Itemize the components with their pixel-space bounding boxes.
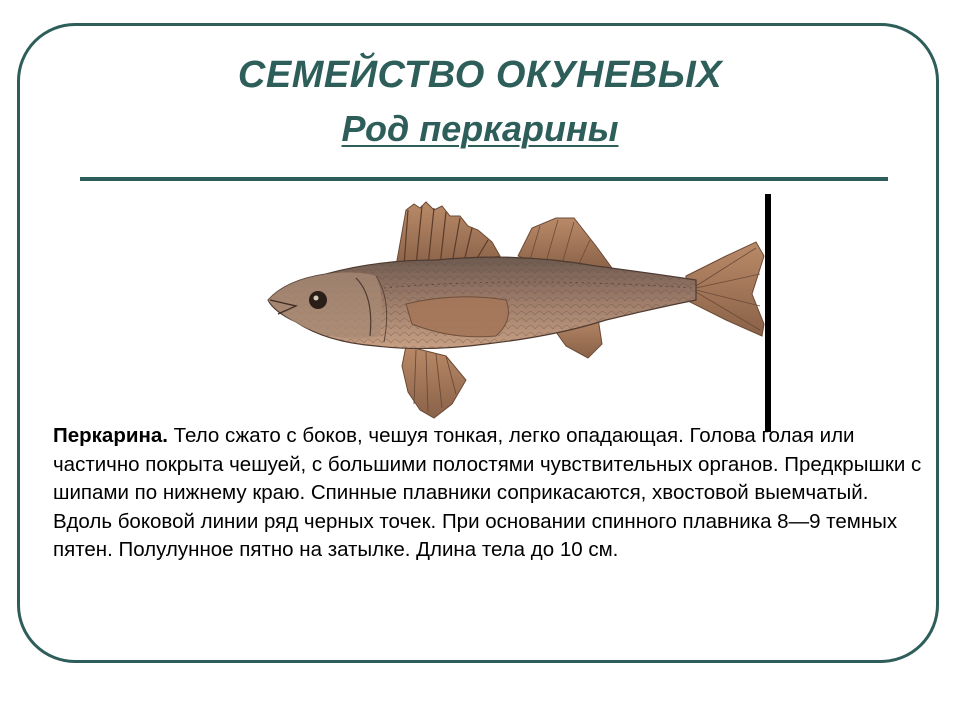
title-divider bbox=[80, 177, 888, 181]
scale-bar bbox=[765, 194, 771, 432]
slide-title: СЕМЕЙСТВО ОКУНЕВЫХ bbox=[237, 54, 723, 96]
slide-subtitle: Род перкарины bbox=[341, 108, 619, 149]
description-text bbox=[53, 422, 923, 565]
description-body: Тело сжато с боков, чешуя тонкая, легко опадающая. Голова голая или частично покрыта чешуей, с большими полостями чувствительных органов. Предкрышки с шипами по нижнему краю. Спинные плавники соприкасаются, хвостовой выемчатый. Вдоль боковой линии ряд черных точек. При основании спинного плавника 8—9 темных пятен. Полулунное пятно на затылке. Длина тела до 10 см. bbox=[53, 424, 922, 561]
description-lead: Перкарина. bbox=[53, 424, 168, 447]
fish-illustration bbox=[256, 196, 776, 432]
